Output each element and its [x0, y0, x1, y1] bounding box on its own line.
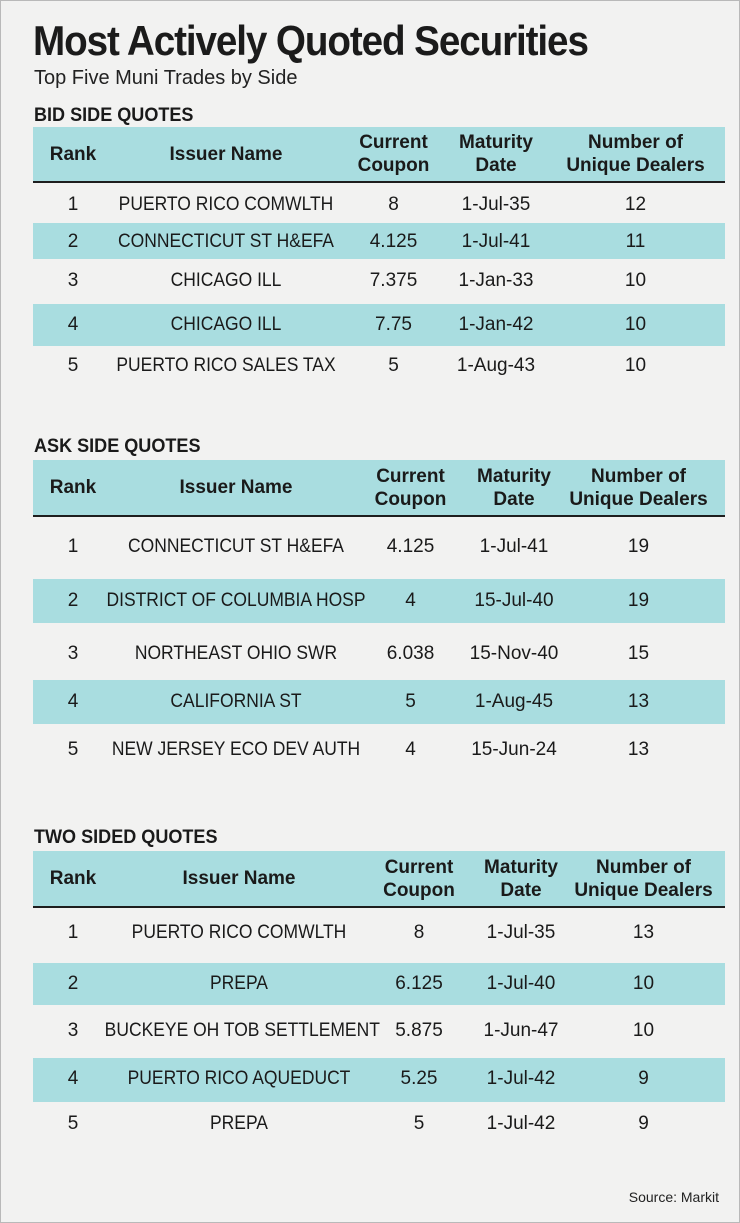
cell-maturity: 1-Jul-40	[486, 973, 556, 994]
cell-coupon: 7.375	[369, 270, 418, 291]
page-subtitle: Top Five Muni Trades by Side	[34, 67, 298, 89]
cell-issuer: CALIFORNIA ST	[170, 691, 302, 712]
column-header-coupon-text: Coupon	[357, 155, 430, 176]
column-header-dealers-text: Unique Dealers	[569, 488, 708, 510]
cell-dealers: 11	[625, 231, 646, 252]
cell-dealers: 19	[627, 536, 650, 557]
cell-maturity: 15-Nov-40	[469, 643, 559, 664]
cell-dealers: 10	[624, 270, 647, 291]
cell-issuer: BUCKEYE OH TOB SETTLEMENT	[104, 1020, 380, 1041]
column-header-rank-text: Rank	[49, 143, 97, 165]
cell-rank: 1	[67, 922, 79, 943]
column-header-dealers-text: Unique Dealers	[566, 155, 705, 176]
column-header-maturity-text: Date	[500, 879, 542, 901]
column-header-maturity-text: Date	[475, 155, 517, 176]
cell-rank: 4	[67, 1068, 79, 1089]
column-header-coupon	[346, 131, 441, 177]
column-header-issuer-text: Issuer Name	[169, 143, 283, 165]
cell-rank: 2	[67, 590, 79, 611]
column-header-dealers	[561, 465, 716, 511]
cell-issuer: CHICAGO ILL	[170, 314, 282, 335]
cell-issuer: PREPA	[210, 1113, 268, 1134]
column-header-coupon-text: Coupon	[374, 488, 447, 510]
cell-maturity: 1-Jun-47	[483, 1020, 559, 1041]
cell-maturity: 1-Aug-43	[456, 355, 536, 376]
cell-rank: 2	[67, 231, 79, 252]
cell-maturity: 1-Jul-42	[486, 1068, 556, 1089]
cell-coupon: 4	[405, 739, 416, 760]
column-header-issuer-text: Issuer Name	[179, 477, 293, 498]
cell-issuer: PREPA	[210, 973, 268, 994]
cell-maturity: 1-Jul-35	[461, 194, 531, 215]
column-header-maturity-text: Maturity	[477, 465, 551, 487]
cell-rank: 3	[67, 1020, 79, 1041]
cell-coupon: 5	[405, 691, 416, 712]
column-header-dealers-text: Unique Dealers	[574, 879, 713, 901]
column-header-maturity-text: Maturity	[484, 856, 558, 878]
column-header-coupon-text: Current	[384, 856, 454, 878]
cell-issuer: CHICAGO ILL	[170, 270, 282, 291]
column-header-dealers	[566, 856, 721, 902]
cell-dealers: 10	[624, 314, 647, 335]
cell-rank: 1	[67, 194, 79, 215]
cell-dealers: 19	[627, 590, 650, 611]
column-header-coupon-text: Current	[359, 132, 428, 153]
cell-coupon: 8	[388, 194, 399, 215]
cell-issuer: PUERTO RICO COMWLTH	[131, 922, 347, 943]
cell-rank: 3	[67, 643, 79, 664]
section-heading: TWO SIDED QUOTES	[34, 827, 218, 848]
column-header-maturity	[446, 131, 546, 177]
cell-coupon: 4.125	[369, 231, 418, 252]
cell-coupon: 4	[405, 590, 416, 611]
cell-rank: 1	[67, 536, 79, 557]
cell-issuer: CONNECTICUT ST H&EFA	[118, 231, 334, 252]
cell-coupon: 5	[413, 1113, 425, 1134]
cell-issuer: PUERTO RICO COMWLTH	[118, 194, 334, 215]
cell-dealers: 10	[632, 973, 655, 994]
cell-dealers: 12	[624, 194, 647, 215]
cell-coupon: 8	[413, 922, 425, 943]
cell-dealers: 9	[638, 1113, 649, 1134]
cell-issuer: CONNECTICUT ST H&EFA	[128, 536, 344, 557]
cell-coupon: 6.038	[386, 643, 435, 664]
source-note: Source: Markit	[628, 1189, 719, 1205]
cell-maturity: 1-Jan-33	[458, 270, 534, 291]
column-header-issuer	[91, 476, 381, 499]
cell-rank: 5	[67, 355, 79, 376]
column-header-maturity	[471, 856, 571, 902]
column-header-dealers-text: Number of	[591, 465, 686, 487]
column-header-dealers-text: Number of	[596, 856, 691, 878]
cell-dealers: 13	[627, 739, 650, 760]
cell-maturity: 1-Jul-41	[479, 536, 549, 557]
cell-coupon: 6.125	[395, 973, 443, 994]
column-header-rank-text: Rank	[49, 477, 97, 498]
section-heading: ASK SIDE QUOTES	[34, 436, 201, 457]
cell-maturity: 15-Jul-40	[474, 590, 554, 611]
cell-dealers: 13	[632, 922, 655, 943]
column-header-maturity-text: Maturity	[459, 132, 533, 153]
cell-rank: 4	[67, 691, 79, 712]
column-header-dealers-text: Number of	[588, 132, 683, 153]
cell-dealers: 10	[632, 1020, 655, 1041]
cell-issuer: NEW JERSEY ECO DEV AUTH	[111, 739, 361, 760]
cell-coupon: 4.125	[386, 536, 435, 557]
cell-issuer: PUERTO RICO SALES TAX	[116, 355, 336, 376]
cell-maturity: 1-Jul-41	[461, 231, 531, 252]
cell-maturity: 1-Aug-45	[474, 691, 554, 712]
cell-maturity: 1-Jul-35	[486, 922, 556, 943]
column-header-maturity-text: Date	[493, 488, 535, 510]
cell-dealers: 13	[627, 691, 650, 712]
cell-issuer: DISTRICT OF COLUMBIA HOSP	[106, 590, 366, 611]
cell-coupon: 5.875	[395, 1020, 443, 1041]
column-header-issuer	[101, 143, 351, 166]
column-header-issuer	[93, 867, 385, 890]
cell-rank: 4	[67, 314, 79, 335]
cell-coupon: 5.25	[400, 1068, 438, 1089]
cell-maturity: 1-Jul-42	[486, 1113, 556, 1134]
cell-rank: 3	[67, 270, 79, 291]
column-header-coupon-text: Current	[376, 465, 445, 487]
cell-issuer: PUERTO RICO AQUEDUCT	[127, 1068, 351, 1089]
column-header-maturity	[459, 465, 569, 511]
cell-rank: 5	[67, 739, 79, 760]
column-header-coupon-text: Coupon	[383, 879, 455, 901]
column-header-issuer-text: Issuer Name	[182, 868, 296, 889]
cell-dealers: 9	[638, 1068, 649, 1089]
cell-rank: 2	[67, 973, 79, 994]
page-title: Most Actively Quoted Securities	[33, 17, 588, 64]
section-heading: BID SIDE QUOTES	[34, 105, 194, 126]
column-header-rank-text: Rank	[49, 868, 97, 889]
cell-dealers: 10	[624, 355, 647, 376]
cell-maturity: 1-Jan-42	[458, 314, 534, 335]
column-header-coupon	[373, 465, 448, 511]
cell-maturity: 15-Jun-24	[471, 739, 557, 760]
cell-issuer: NORTHEAST OHIO SWR	[134, 643, 338, 664]
column-header-dealers	[553, 131, 718, 177]
cell-dealers: 15	[627, 643, 650, 664]
cell-rank: 5	[67, 1113, 79, 1134]
column-header-coupon	[379, 856, 459, 902]
cell-coupon: 5	[388, 355, 399, 376]
cell-coupon: 7.75	[375, 314, 412, 335]
